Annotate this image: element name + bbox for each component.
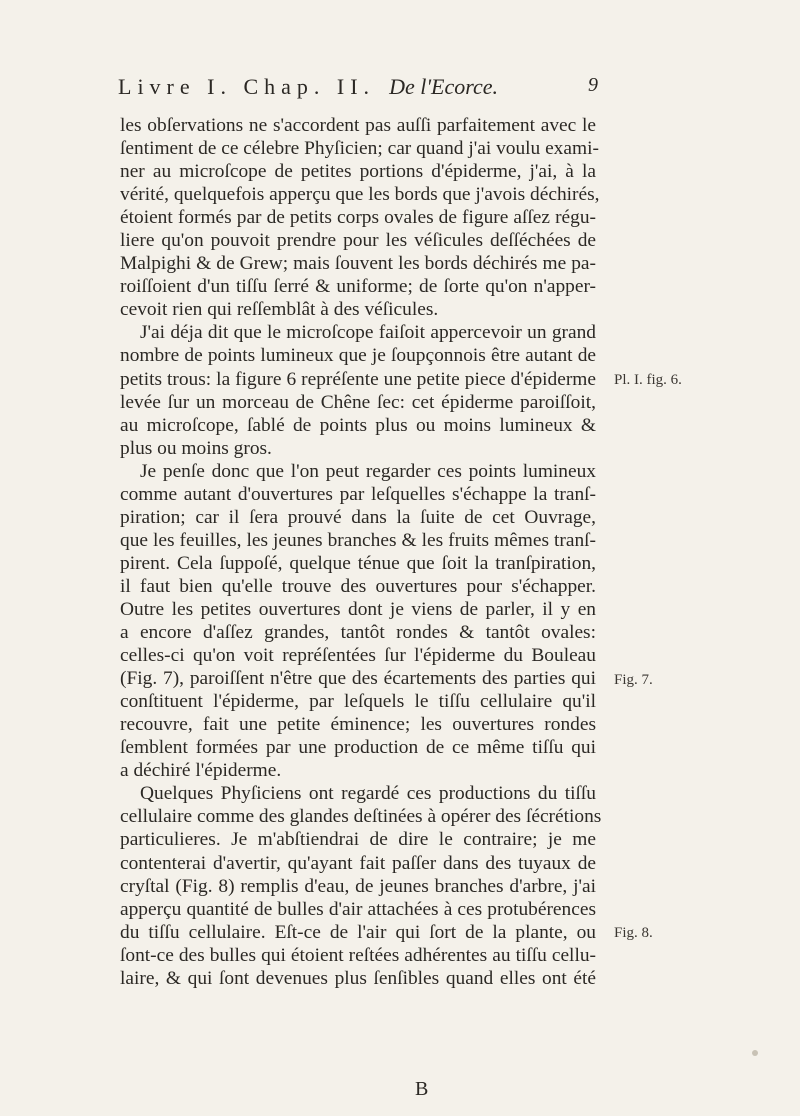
text-line: comme autant d'ouvertures par leſquelles s'échappe la tranſ- xyxy=(120,483,596,505)
text-line: (Fig. 7), paroiſſent n'être que des écartements des parties qui xyxy=(120,668,596,690)
text-line: J'ai déja dit que le microſcope faiſoit appercevoir un grand xyxy=(140,322,596,344)
text-line: roiſſoient d'un tiſſu ſerré & uniforme; de ſorte qu'on n'apper- xyxy=(120,276,596,298)
text-line: petits trous: la figure 6 repréſente une petite piece d'épiderme xyxy=(120,368,596,390)
text-line: Quelques Phyſiciens ont regardé ces productions du tiſſu xyxy=(140,783,596,805)
text-line: ſentiment de ce célebre Phyſicien; car quand j'ai voulu exami- xyxy=(120,138,599,160)
text-line: contenterai d'avertir, qu'ayant fait paſſer dans des tuyaux de xyxy=(120,852,596,874)
text-line: laire, & qui ſont devenues plus ſenſibles quand elles ont été xyxy=(120,967,596,989)
text-line: nombre de points lumineux que je ſoupçonnois être autant de xyxy=(120,345,596,367)
body-text xyxy=(120,114,602,990)
text-line: levée ſur un morceau de Chêne ſec: cet épiderme paroiſſoit, xyxy=(120,391,596,413)
text-line: particulieres. Je m'abſtiendrai de dire le contraire; je me xyxy=(120,829,596,851)
text-line: ner au microſcope de petites portions d'épiderme, j'ai, à la xyxy=(120,161,596,183)
text-line: plus ou moins gros. xyxy=(120,437,272,459)
text-line: Je penſe donc que l'on peut regarder ces points lumineux xyxy=(140,460,596,482)
text-line: ſont-ce des bulles qui étoient reſtées adhérentes au tiſſu cellu- xyxy=(120,944,596,966)
text-line: vérité, quelquefois apperçu que les bords que j'avois déchirés, xyxy=(120,184,600,206)
margin-note-fig7: Fig. 7. xyxy=(614,672,653,688)
text-line: Malpighi & de Grew; mais ſouvent les bords déchirés me pa- xyxy=(120,253,596,275)
header-section-title: De l'Ecorce. xyxy=(389,74,499,99)
text-line: cryſtal (Fig. 8) remplis d'eau, de jeunes branches d'arbre, j'ai xyxy=(120,875,596,897)
text-line: cevoit rien qui reſſemblât à des véſicules. xyxy=(120,299,439,321)
margin-note-fig6: Pl. I. fig. 6. xyxy=(614,372,682,388)
text-line: apperçu quantité de bulles d'air attachées à ces protubérences xyxy=(120,898,596,920)
text-line: il faut bien qu'elle trouve des ouvertures pour s'échapper. xyxy=(120,575,596,597)
margin-note-fig8: Fig. 8. xyxy=(614,925,653,941)
text-line: pirent. Cela ſuppoſé, quelque ténue que ſoit la tranſpiration, xyxy=(120,552,596,574)
text-line: liere qu'on pouvoit prendre pour les véſicules deſſéchées de xyxy=(120,230,596,252)
text-line: a encore d'aſſez grandes, tantôt rondes & tantôt ovales: xyxy=(120,622,596,644)
text-line: que les feuilles, les jeunes branches & les fruits mêmes tranſ- xyxy=(120,529,596,551)
text-line: celles-ci qu'on voit repréſentées ſur l'épiderme du Bouleau xyxy=(120,645,596,667)
signature-mark: B xyxy=(415,1078,429,1100)
text-line: du tiſſu cellulaire. Eſt-ce de l'air qui ſort de la plante, ou xyxy=(120,921,596,943)
text-line: piration; car il ſera prouvé dans la ſuite de cet Ouvrage, xyxy=(120,506,596,528)
text-line: Outre les petites ouvertures dont je viens de parler, il y en xyxy=(120,598,596,620)
text-line: recouvre, fait une petite éminence; les ouvertures rondes xyxy=(120,714,596,736)
text-line: étoient formés par de petits corps ovales de figure aſſez régu- xyxy=(120,207,596,229)
text-line: au microſcope, ſablé de points plus ou moins lumineux & xyxy=(120,414,596,436)
page-number: 9 xyxy=(588,74,598,96)
text-line: ſemblent formées par une production de ce même tiſſu qui xyxy=(120,737,596,759)
running-header xyxy=(118,74,598,108)
ink-spot xyxy=(752,1050,758,1056)
text-line: cellulaire comme des glandes deſtinées à opérer des ſécrétions xyxy=(120,806,602,828)
text-line: a déchiré l'épiderme. xyxy=(120,760,282,782)
header-book-chapter: Livre I. Chap. II. xyxy=(118,74,376,99)
text-line: les obſervations ne s'accordent pas auſſi parfaitement avec le xyxy=(120,115,596,136)
text-line: conſtituent l'épiderme, par leſquels le tiſſu cellulaire qu'il xyxy=(120,691,596,713)
